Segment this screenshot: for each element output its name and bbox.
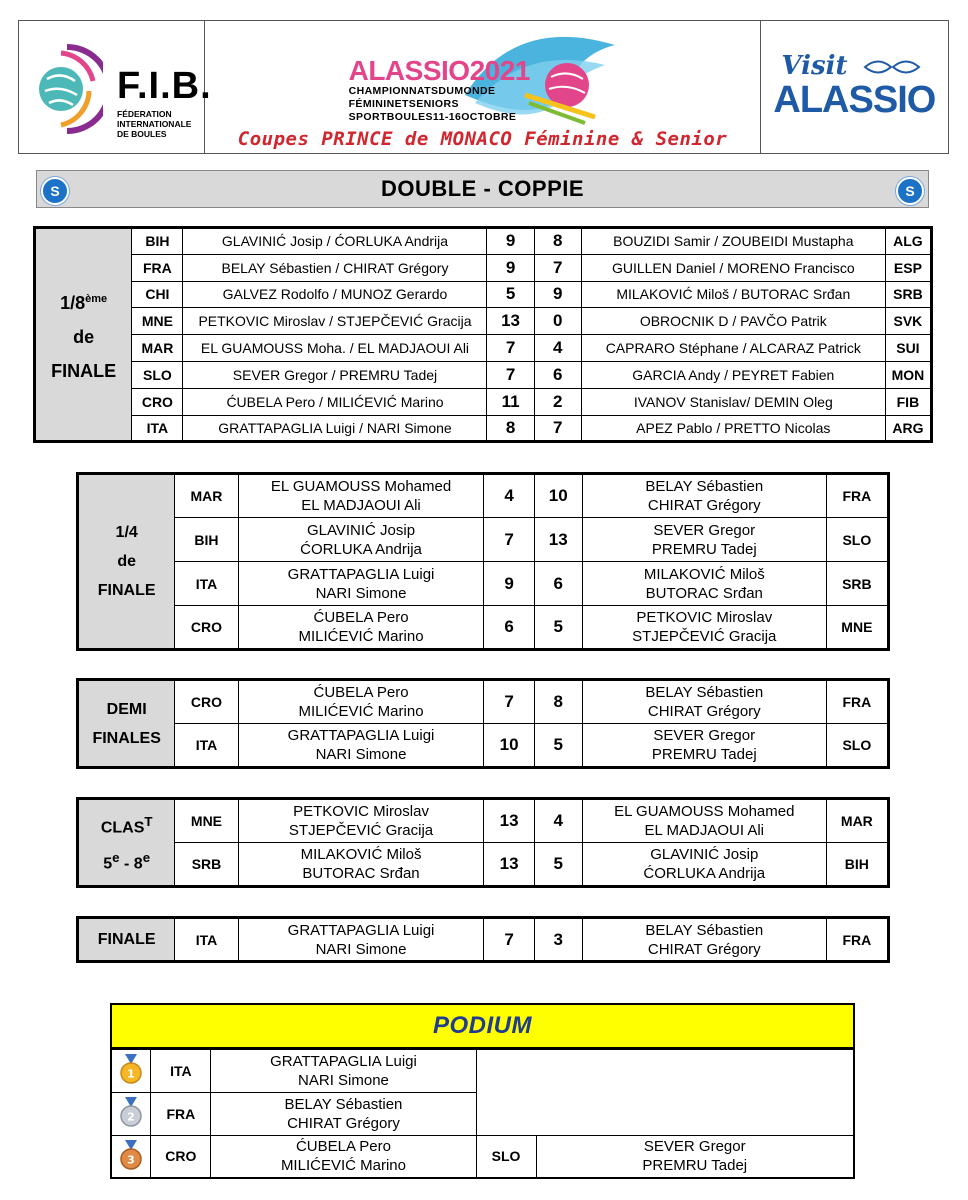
score: 9 bbox=[487, 228, 534, 255]
player: CHIRAT Grégory bbox=[647, 940, 761, 958]
player: BUTORAC Srđan bbox=[645, 584, 763, 602]
score: 9 bbox=[534, 281, 581, 308]
podium-row-third bbox=[111, 1135, 854, 1178]
score: 5 bbox=[534, 606, 582, 650]
score: 8 bbox=[487, 415, 534, 442]
player: MILIĆEVIĆ Marino bbox=[280, 1157, 406, 1175]
gold-medal-icon bbox=[120, 1054, 142, 1084]
score: 5 bbox=[534, 724, 582, 768]
team-players bbox=[211, 1049, 476, 1092]
score: 8 bbox=[534, 680, 582, 724]
player: SEVER Gregor bbox=[653, 727, 756, 744]
team-players bbox=[238, 843, 484, 887]
player: NARI Simone bbox=[315, 940, 407, 958]
team-code: MAR bbox=[132, 335, 183, 362]
phase-text: FINALES bbox=[92, 729, 161, 747]
team-code: MNE bbox=[175, 799, 238, 843]
player: BUTORAC Srđan bbox=[302, 865, 420, 882]
score: 7 bbox=[484, 918, 534, 962]
player: NARI Simone bbox=[315, 584, 407, 602]
table-row bbox=[35, 415, 932, 442]
visit-logo-cell bbox=[761, 21, 948, 153]
score: 13 bbox=[534, 518, 582, 562]
team-code: SRB bbox=[826, 562, 888, 606]
player: SEVER Gregor bbox=[643, 1138, 746, 1156]
fib-logo-icon bbox=[31, 41, 103, 137]
final-table bbox=[76, 916, 890, 963]
team-code: BIH bbox=[826, 843, 888, 887]
player: BELAY Sébastien bbox=[645, 478, 764, 495]
player: PREMRU Tadej bbox=[651, 540, 757, 558]
table-row bbox=[78, 918, 889, 962]
table-row bbox=[78, 724, 889, 768]
score: 7 bbox=[534, 254, 581, 281]
team-players: MILAKOVIĆ Miloš / BUTORAC Srđan bbox=[581, 281, 885, 308]
team-code: SLO bbox=[826, 724, 888, 768]
team-players bbox=[211, 1135, 476, 1178]
table-row bbox=[35, 361, 932, 388]
player: NARI Simone bbox=[298, 1071, 389, 1089]
team-players: GLAVINIĆ Josip / ĆORLUKA Andrija bbox=[183, 228, 487, 255]
event-sub-line: CHAMPIONNATSDUMONDE bbox=[348, 85, 496, 97]
score: 9 bbox=[487, 254, 534, 281]
player: EL MADJAOUI Ali bbox=[644, 822, 765, 839]
table-row bbox=[35, 254, 932, 281]
silver-medal-icon bbox=[120, 1097, 142, 1127]
table-row bbox=[78, 680, 889, 724]
team-code: FRA bbox=[132, 254, 183, 281]
table-row bbox=[78, 606, 889, 650]
podium-row-first bbox=[111, 1049, 854, 1092]
score: 7 bbox=[484, 518, 534, 562]
table-row bbox=[35, 308, 932, 335]
player: GRATTAPAGLIA Luigi bbox=[287, 921, 435, 939]
score: 5 bbox=[487, 281, 534, 308]
team-players bbox=[536, 1135, 854, 1178]
team-code: BIH bbox=[175, 518, 238, 562]
player: ĆUBELA Pero bbox=[295, 1138, 391, 1156]
team-code: MAR bbox=[175, 474, 238, 518]
svg-text:2: 2 bbox=[127, 1110, 136, 1124]
team-code: CRO bbox=[175, 606, 238, 650]
player: PETKOVIC Miroslav bbox=[636, 609, 773, 626]
table-row bbox=[78, 518, 889, 562]
phase-text: 1/4 bbox=[115, 524, 138, 541]
bronze-medal-icon bbox=[120, 1140, 142, 1170]
round-of-16-table bbox=[33, 226, 933, 443]
player: MILAKOVIĆ Miloš bbox=[300, 846, 422, 863]
event-sub-line: SPORTBOULES11-16OCTOBRE bbox=[348, 111, 517, 123]
score: 4 bbox=[534, 799, 582, 843]
team-code: ITA bbox=[132, 415, 183, 442]
table-row bbox=[35, 281, 932, 308]
team-code: ITA bbox=[175, 562, 238, 606]
player: BELAY Sébastien bbox=[284, 1095, 403, 1113]
event-logo-cell bbox=[205, 21, 762, 153]
table-row bbox=[35, 388, 932, 415]
team-players bbox=[582, 606, 826, 650]
score: 7 bbox=[487, 335, 534, 362]
header bbox=[18, 20, 949, 154]
fib-sub-line: DE BOULES bbox=[117, 129, 167, 139]
team-players: GALVEZ Rodolfo / MUNOZ Gerardo bbox=[183, 281, 487, 308]
score: 6 bbox=[484, 606, 534, 650]
score: 9 bbox=[484, 562, 534, 606]
team-code: ITA bbox=[151, 1049, 211, 1092]
team-players bbox=[582, 724, 826, 768]
team-players bbox=[582, 799, 826, 843]
medal-cell bbox=[111, 1092, 151, 1135]
team-players bbox=[238, 562, 484, 606]
team-code: CRO bbox=[151, 1135, 211, 1178]
team-code: FRA bbox=[826, 680, 888, 724]
fib-sub-line: FÉDERATION bbox=[117, 109, 172, 119]
team-code: CHI bbox=[132, 281, 183, 308]
player: NARI Simone bbox=[315, 746, 407, 763]
team-players: ĆUBELA Pero / MILIĆEVIĆ Marino bbox=[183, 388, 487, 415]
team-players bbox=[582, 918, 826, 962]
team-players bbox=[211, 1092, 476, 1135]
team-players: GRATTAPAGLIA Luigi / NARI Simone bbox=[183, 415, 487, 442]
score: 6 bbox=[534, 562, 582, 606]
team-code: SRB bbox=[175, 843, 238, 887]
player: ĆORLUKA Andrija bbox=[300, 540, 422, 558]
event-subtitle bbox=[349, 85, 517, 124]
team-players bbox=[238, 918, 484, 962]
team-players: APEZ Pablo / PRETTO Nicolas bbox=[581, 415, 885, 442]
team-code: FRA bbox=[826, 474, 888, 518]
player: GRATTAPAGLIA Luigi bbox=[287, 727, 435, 744]
table-row bbox=[78, 843, 889, 887]
phase-text: 1/8 bbox=[60, 292, 86, 313]
team-code: SLO bbox=[132, 361, 183, 388]
team-players: GUILLEN Daniel / MORENO Francisco bbox=[581, 254, 885, 281]
team-players bbox=[582, 518, 826, 562]
phase-text: CLAS bbox=[100, 819, 145, 837]
table-row bbox=[78, 474, 889, 518]
player: PETKOVIC Miroslav bbox=[293, 803, 429, 820]
table-row bbox=[78, 799, 889, 843]
score: 7 bbox=[534, 415, 581, 442]
team-players bbox=[582, 680, 826, 724]
empty-cell bbox=[476, 1049, 854, 1135]
podium-header bbox=[110, 1003, 855, 1049]
team-code: ARG bbox=[885, 415, 931, 442]
classification-table bbox=[76, 797, 890, 888]
visit-word: Visit bbox=[781, 51, 848, 81]
phase-label bbox=[78, 799, 175, 887]
phase-label bbox=[78, 680, 175, 768]
event-sub-line: FÉMININETSENIORS bbox=[348, 98, 459, 110]
team-players: GARCIA Andy / PEYRET Fabien bbox=[581, 361, 885, 388]
phase-label bbox=[35, 228, 132, 442]
player: MILIĆEVIĆ Marino bbox=[298, 703, 424, 720]
team-code: SRB bbox=[885, 281, 931, 308]
team-code: FRA bbox=[151, 1092, 211, 1135]
player: BELAY Sébastien bbox=[645, 921, 764, 939]
player: ĆORLUKA Andrija bbox=[643, 865, 766, 882]
team-players: BELAY Sébastien / CHIRAT Grégory bbox=[183, 254, 487, 281]
page-title: DOUBLE - COPPIE bbox=[380, 176, 585, 201]
player: SEVER Gregor bbox=[653, 521, 756, 539]
team-code: FRA bbox=[826, 918, 888, 962]
phase-text: - 8 bbox=[119, 854, 143, 872]
team-code: CRO bbox=[132, 388, 183, 415]
player: GLAVINIĆ Josip bbox=[306, 521, 416, 539]
team-players: OBROCNIK D / PAVČO Patrik bbox=[581, 308, 885, 335]
table-row bbox=[35, 228, 932, 255]
team-players: SEVER Gregor / PREMRU Tadej bbox=[183, 361, 487, 388]
team-code: SUI bbox=[885, 335, 931, 362]
player: GRATTAPAGLIA Luigi bbox=[270, 1052, 417, 1070]
fib-logo-cell bbox=[19, 21, 212, 153]
phase-sup: e bbox=[112, 849, 120, 865]
score: 6 bbox=[534, 361, 581, 388]
team-code: CRO bbox=[175, 680, 238, 724]
player: GRATTAPAGLIA Luigi bbox=[287, 565, 435, 583]
team-code: ESP bbox=[885, 254, 931, 281]
svg-text:1: 1 bbox=[127, 1067, 136, 1081]
cups-line: Coupes PRINCE de MONACO Féminine & Senior bbox=[237, 128, 728, 150]
player: MILIĆEVIĆ Marino bbox=[298, 628, 424, 645]
team-players bbox=[582, 562, 826, 606]
player: CHIRAT Grégory bbox=[647, 497, 761, 514]
team-code: SVK bbox=[885, 308, 931, 335]
title-bar bbox=[36, 170, 929, 208]
team-players bbox=[238, 724, 484, 768]
player: STJEPČEVIĆ Gracija bbox=[288, 822, 434, 839]
player: STJEPČEVIĆ Gracija bbox=[632, 628, 777, 645]
team-code: MNE bbox=[826, 606, 888, 650]
score: 10 bbox=[534, 474, 582, 518]
s-badge-icon: S bbox=[41, 177, 69, 205]
score: 3 bbox=[534, 918, 582, 962]
player: MILAKOVIĆ Miloš bbox=[643, 565, 765, 583]
phase-label bbox=[78, 474, 175, 650]
player: PREMRU Tadej bbox=[642, 1157, 748, 1175]
fib-sub-line: INTERNATIONALE bbox=[117, 119, 192, 129]
team-players: BOUZIDI Samir / ZOUBEIDI Mustapha bbox=[581, 228, 885, 255]
score: 4 bbox=[534, 335, 581, 362]
score: 13 bbox=[484, 843, 534, 887]
podium-title: PODIUM bbox=[433, 1012, 532, 1039]
decoration-icon bbox=[863, 56, 923, 78]
team-players bbox=[582, 843, 826, 887]
team-code: BIH bbox=[132, 228, 183, 255]
score: 2 bbox=[534, 388, 581, 415]
team-code: SLO bbox=[826, 518, 888, 562]
medal-cell bbox=[111, 1135, 151, 1178]
podium-table bbox=[110, 1048, 855, 1179]
team-players: PETKOVIC Miroslav / STJEPČEVIĆ Gracija bbox=[183, 308, 487, 335]
team-code: MON bbox=[885, 361, 931, 388]
team-players: CAPRARO Stéphane / ALCARAZ Patrick bbox=[581, 335, 885, 362]
phase-sup: ème bbox=[85, 292, 108, 305]
medal-cell bbox=[111, 1049, 151, 1092]
visit-place: ALASSIO bbox=[773, 79, 936, 121]
score: 10 bbox=[484, 724, 534, 768]
team-code: ITA bbox=[175, 918, 238, 962]
fib-name: F.I.B. bbox=[117, 65, 212, 107]
phase-text: 5 bbox=[103, 854, 113, 872]
phase-sup: T bbox=[144, 814, 153, 830]
team-code: ITA bbox=[175, 724, 238, 768]
score: 7 bbox=[484, 680, 534, 724]
score: 0 bbox=[534, 308, 581, 335]
team-players bbox=[238, 474, 484, 518]
team-code: SLO bbox=[476, 1135, 536, 1178]
player: ĆUBELA Pero bbox=[313, 609, 409, 626]
table-row bbox=[35, 335, 932, 362]
score: 4 bbox=[484, 474, 534, 518]
player: PREMRU Tadej bbox=[651, 746, 757, 763]
fib-subtitle bbox=[117, 109, 191, 139]
team-players bbox=[582, 474, 826, 518]
team-code: FIB bbox=[885, 388, 931, 415]
phase-text: DEMI bbox=[106, 700, 147, 718]
team-players: EL GUAMOUSS Moha. / EL MADJAOUI Ali bbox=[183, 335, 487, 362]
team-players: IVANOV Stanislav/ DEMIN Oleg bbox=[581, 388, 885, 415]
quarter-final-table bbox=[76, 472, 890, 651]
player: BELAY Sébastien bbox=[645, 684, 764, 701]
phase-label: FINALE bbox=[78, 918, 175, 962]
phase-text: de bbox=[73, 326, 95, 347]
player: EL MADJAOUI Ali bbox=[301, 497, 421, 514]
player: ĆUBELA Pero bbox=[313, 684, 409, 701]
player: GLAVINIĆ Josip bbox=[650, 846, 759, 863]
score: 13 bbox=[484, 799, 534, 843]
score: 7 bbox=[487, 361, 534, 388]
team-code: ALG bbox=[885, 228, 931, 255]
team-players bbox=[238, 799, 484, 843]
player: EL GUAMOUSS Mohamed bbox=[270, 478, 452, 495]
team-code: MAR bbox=[826, 799, 888, 843]
team-players bbox=[238, 606, 484, 650]
svg-text:3: 3 bbox=[127, 1153, 136, 1167]
player: CHIRAT Grégory bbox=[647, 703, 761, 720]
team-code: MNE bbox=[132, 308, 183, 335]
player: EL GUAMOUSS Mohamed bbox=[614, 803, 795, 820]
team-players bbox=[238, 680, 484, 724]
phase-text: FINALE bbox=[51, 360, 117, 381]
score: 11 bbox=[487, 388, 534, 415]
table-row bbox=[78, 562, 889, 606]
team-players bbox=[238, 518, 484, 562]
phase-text: de bbox=[117, 553, 137, 570]
event-title: ALASSIO2021 bbox=[348, 55, 530, 86]
s-badge-icon: S bbox=[896, 177, 924, 205]
score: 5 bbox=[534, 843, 582, 887]
semi-final-table bbox=[76, 678, 890, 769]
phase-sup: e bbox=[142, 849, 151, 865]
player: CHIRAT Grégory bbox=[287, 1114, 400, 1132]
phase-text: FINALE bbox=[97, 582, 156, 599]
score: 8 bbox=[534, 228, 581, 255]
score: 13 bbox=[487, 308, 534, 335]
